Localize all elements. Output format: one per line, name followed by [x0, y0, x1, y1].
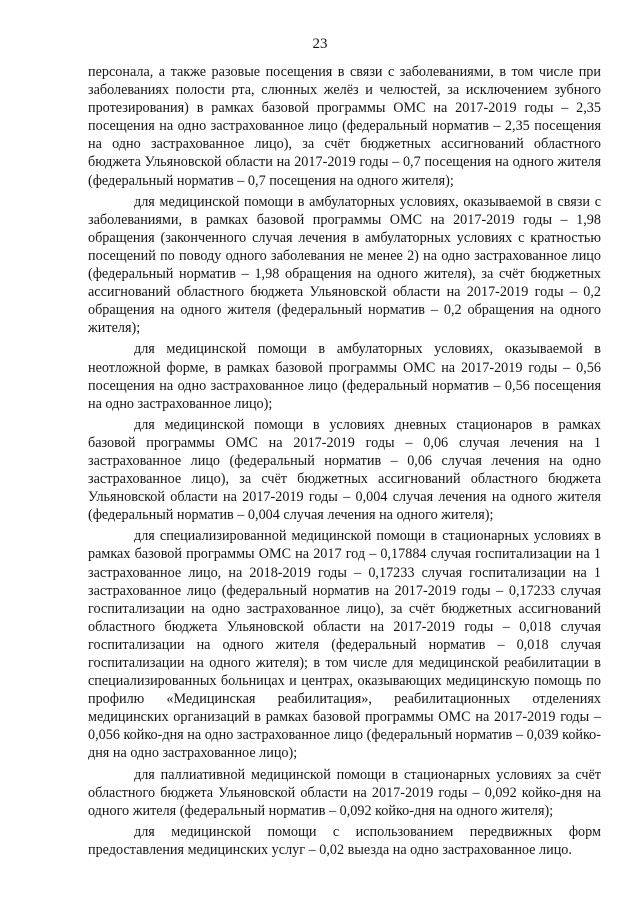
paragraph-mobile-care: для медицинской помощи с использованием передвижных форм предоставления медицинских услуг – 0,02 выезда на одно застрахованное лицо. — [88, 823, 601, 858]
paragraph-continuation: персонала, а также разовые посещения в связи с заболеваниями, в том числе при заболеваниях полости рта, слюнных желёз и челюстей, за исключением зубного протезирования) в рамках базовой программы ОМС на 2017-2019 годы – 2,35 посещения на одно застрахованное лицо (федеральный норматив – 2,35 посещения на одно застрахованное лицо), за счёт бюджетных ассигнований областного бюджета Ульяновской области на 2017-2019 годы – 0,7 посещения на одного жителя (федеральный норматив – 0,7 посещения на одного жителя); — [88, 64, 601, 189]
paragraph-ambulatory-urgent: для медицинской помощи в амбулаторных условиях, оказываемой в неотложной форме, в рамках базовой программы ОМС на 2017-2019 годы – 0,56 посещения на одно застрахованное лицо (федеральный норматив – 0,56 посещения на одно застрахованное лицо); — [88, 341, 601, 412]
body-text — [88, 63, 601, 859]
page-number: 23 — [312, 36, 328, 52]
paragraph-palliative: для паллиативной медицинской помощи в стационарных условиях за счёт областного бюджета Ульяновской области на 2017-2019 годы – 0,092 койко-дня на одного жителя (федеральный норматив – 0,092 койко-дня на одного жителя); — [88, 766, 601, 819]
paragraph-specialized-inpatient: для специализированной медицинской помощи в стационарных условиях в рамках базовой программы ОМС на 2017 год – 0,17884 случая госпитализации на 1 застрахованное лицо, на 2018-2019 годы – 0,17233 случая госпитализации на 1 застрахованное лицо (федеральный норматив на 2017-2019 годы – 0,17233 случая госпитализации на одно застрахованное лицо), за счёт бюджетных ассигнований областного бюджета Ульяновской области на 2017-2019 годы – 0,018 случая госпитализации на одного жителя (федеральный норматив – 0,018 случая госпитализации на одного жителя); в том числе для медицинской реабилитации в специализированных больницах и центрах, оказывающих медицинскую помощь по профилю «Медицинская реабилитация», реабилитационных отделениях медицинских организаций в рамках базовой программы ОМС на 2017-2019 годы – 0,056 койко-дня на одно застрахованное лицо (федеральный норматив – 0,039 койко-дня на одно застрахованное лицо); — [88, 528, 601, 762]
paragraph-day-hospital: для медицинской помощи в условиях дневных стационаров в рамках базовой программы ОМС на 2017-2019 годы – 0,06 случая лечения на 1 застрахованное лицо (федеральный норматив – 0,06 случая лечения на одно застрахованное лицо), за счёт бюджетных ассигнований областного бюджета Ульяновской области на 2017-2019 годы – 0,004 случая лечения на одного жителя (федеральный норматив – 0,004 случая лечения на одного жителя); — [88, 416, 601, 524]
paragraph-ambulatory-diseases: для медицинской помощи в амбулаторных условиях, оказываемой в связи с заболеваниями, в рамках базовой программы ОМС на 2017-2019 годы – 1,98 обращения (законченного случая лечения в амбулаторных условиях с кратностью посещений по поводу одного заболевания не менее 2) на одно застрахованное лицо (федеральный норматив – 1,98 обращения на одного жителя), за счёт бюджетных ассигнований областного бюджета Ульяновской области на 2017-2019 годы – 0,2 обращения на одного жителя (федеральный норматив – 0,2 обращения на одного жителя); — [88, 193, 601, 337]
